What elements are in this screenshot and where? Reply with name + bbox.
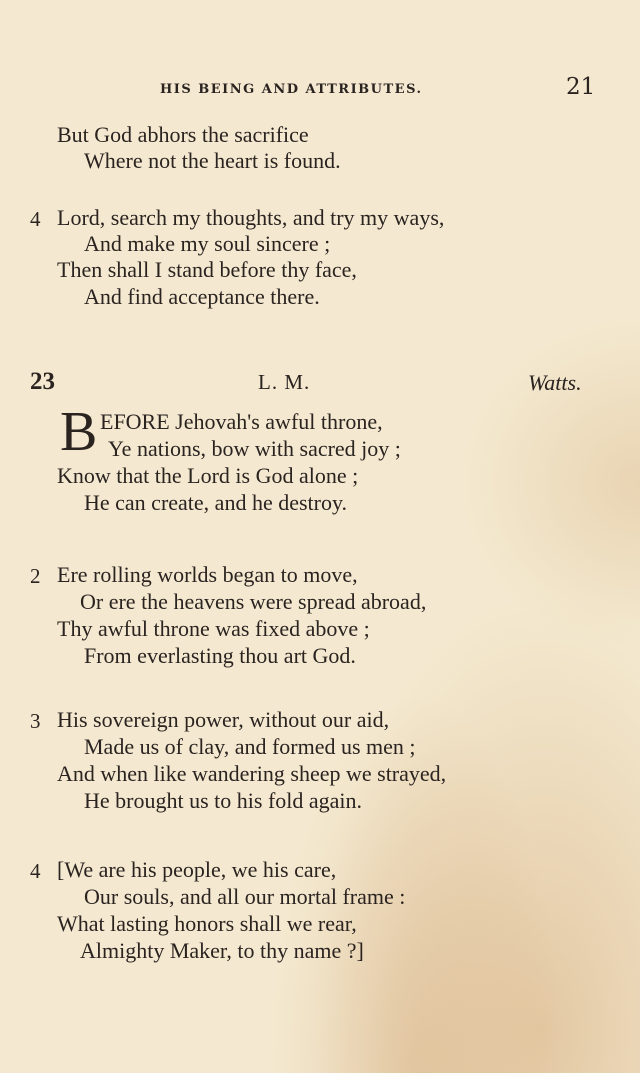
verse-line: From everlasting thou art God. bbox=[84, 643, 356, 668]
verse-line: [We are his people, we his care, bbox=[57, 857, 337, 882]
page-number: 21 bbox=[566, 74, 596, 100]
stanza-number: 2 bbox=[30, 564, 41, 588]
verse-line: Almighty Maker, to thy name ?] bbox=[80, 938, 364, 963]
verse-line: What lasting honors shall we rear, bbox=[57, 911, 357, 936]
verse-line: Ere rolling worlds began to move, bbox=[57, 562, 358, 587]
verse-line: And find acceptance there. bbox=[84, 284, 320, 309]
verse-line: Know that the Lord is God alone ; bbox=[57, 463, 359, 488]
verse-line: Then shall I stand before thy face, bbox=[57, 257, 357, 282]
hymn-number: 23 bbox=[30, 368, 55, 395]
stanza-number: 4 bbox=[30, 207, 41, 231]
stanza-number: 4 bbox=[30, 859, 41, 883]
stanza-number: 3 bbox=[30, 709, 41, 733]
hymn-author: Watts. bbox=[528, 370, 582, 395]
verse-line: Thy awful throne was fixed above ; bbox=[57, 616, 370, 641]
verse-line: And when like wandering sheep we strayed, bbox=[57, 761, 447, 786]
verse-line: He can create, and he destroy. bbox=[84, 490, 348, 515]
verse-line: He brought us to his fold again. bbox=[84, 788, 363, 813]
verse-line: Where not the heart is found. bbox=[84, 148, 341, 173]
verse-line: His sovereign power, without our aid, bbox=[57, 707, 390, 732]
verse-line: But God abhors the sacrifice bbox=[57, 122, 309, 147]
running-head: HIS BEING AND ATTRIBUTES. bbox=[160, 82, 423, 97]
verse-line: Lord, search my thoughts, and try my ways, bbox=[57, 205, 445, 230]
verse-line: EFORE Jehovah's awful throne, bbox=[100, 409, 383, 434]
drop-cap: B bbox=[60, 401, 98, 463]
verse-line: And make my soul sincere ; bbox=[84, 231, 331, 256]
verse-line: Or ere the heavens were spread abroad, bbox=[80, 589, 427, 614]
hymn-meter: L. M. bbox=[258, 370, 311, 394]
verse-line: Ye nations, bow with sacred joy ; bbox=[108, 436, 401, 461]
verse-line: Our souls, and all our mortal frame : bbox=[84, 884, 406, 909]
verse-line: Made us of clay, and formed us men ; bbox=[84, 734, 416, 759]
